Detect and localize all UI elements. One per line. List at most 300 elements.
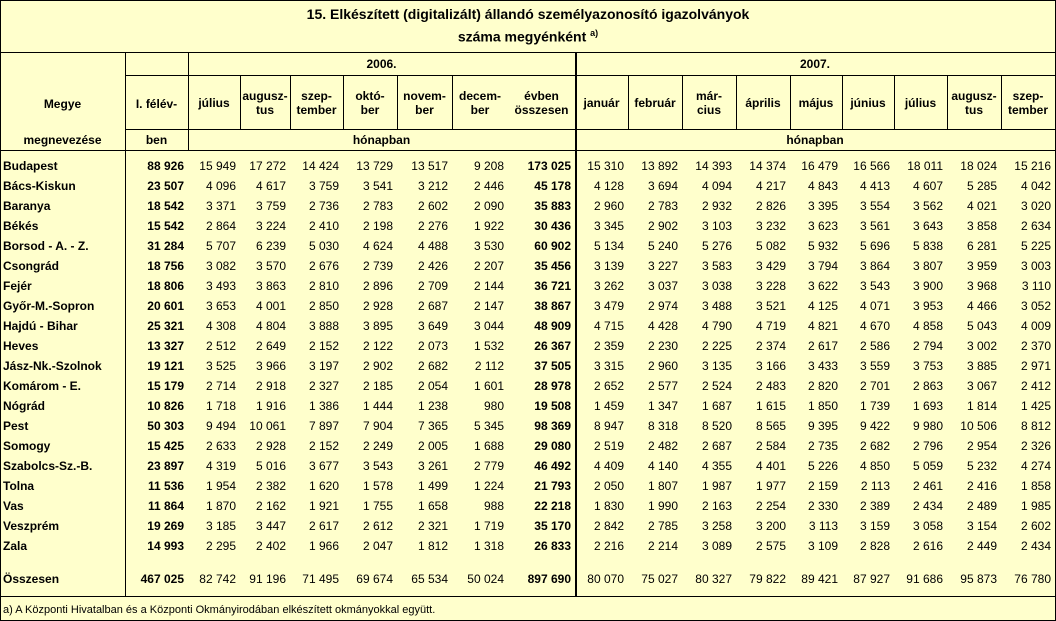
table-row-6-cell: 3 038 bbox=[701, 279, 732, 293]
table-row-8-cell: 4 715 bbox=[593, 319, 624, 333]
table-title-line1: 15. Elkészített (digitalizált) állandó személyazonosító igazolványok bbox=[306, 6, 750, 22]
table-row-0-cell: 18 011 bbox=[907, 159, 943, 173]
table-row-4-cell: 5 696 bbox=[859, 239, 890, 253]
table-row-11-cell: 2 483 bbox=[755, 379, 786, 393]
table-row-total-cell: 95 873 bbox=[960, 572, 997, 586]
table-row-10-cell: 2 902 bbox=[362, 359, 393, 373]
footnote-marker: a) bbox=[590, 28, 599, 38]
table-row-10-cell: 3 525 bbox=[205, 359, 236, 373]
table-row-8-name: Hajdú - Bihar bbox=[3, 319, 78, 333]
table-row-14-cell: 1 688 bbox=[473, 439, 504, 453]
table-row-19-cell: 14 993 bbox=[147, 539, 184, 553]
header-col-2007-0: január bbox=[583, 95, 620, 110]
table-row-11-cell: 2 701 bbox=[859, 379, 890, 393]
table-row-7-cell: 38 867 bbox=[534, 299, 571, 313]
table-row-10-cell: 2 971 bbox=[1020, 359, 1051, 373]
table-row-6-cell: 2 810 bbox=[308, 279, 339, 293]
table-row-18-cell: 1 719 bbox=[473, 519, 504, 533]
table-row-17-cell: 22 218 bbox=[534, 499, 571, 513]
table-row-8-cell: 3 888 bbox=[308, 319, 339, 333]
table-row-1-cell: 4 843 bbox=[807, 179, 838, 193]
table-row-9-cell: 2 122 bbox=[362, 339, 393, 353]
table-row-2-cell: 2 736 bbox=[308, 199, 339, 213]
table-row-18-cell: 3 113 bbox=[808, 519, 838, 533]
table-row-1-cell: 23 507 bbox=[147, 179, 184, 193]
table-row-19-cell: 1 966 bbox=[308, 539, 339, 553]
table-row-14-cell: 2 735 bbox=[807, 439, 838, 453]
table-row-18-cell: 3 058 bbox=[912, 519, 943, 533]
grid-line-h bbox=[0, 596, 1056, 597]
table-row-12-cell: 980 bbox=[483, 399, 504, 413]
table-row-16-cell: 1 499 bbox=[417, 479, 448, 493]
table-row-4-cell: 5 082 bbox=[755, 239, 786, 253]
table-row-15-cell: 46 492 bbox=[534, 459, 571, 473]
table-row-18-cell: 2 602 bbox=[1020, 519, 1051, 533]
table-row-1-name: Bács-Kiskun bbox=[3, 179, 76, 193]
table-row-18-cell: 3 447 bbox=[255, 519, 286, 533]
table-row-7-cell: 2 850 bbox=[308, 299, 339, 313]
table-row-13-cell: 8 565 bbox=[755, 419, 786, 433]
table-row-14-cell: 2 954 bbox=[966, 439, 997, 453]
table-row-19-cell: 2 047 bbox=[362, 539, 393, 553]
table-row-18-cell: 3 159 bbox=[859, 519, 890, 533]
table-row-9-cell: 2 617 bbox=[807, 339, 838, 353]
table-row-11-cell: 15 179 bbox=[147, 379, 184, 393]
header-ifelev: I. félév- bbox=[135, 97, 178, 111]
table-row-11-cell: 2 327 bbox=[308, 379, 339, 393]
table-row-0-cell: 173 025 bbox=[527, 159, 571, 173]
table-row-12-cell: 1 386 bbox=[308, 399, 339, 413]
table-row-4-cell: 4 488 bbox=[417, 239, 448, 253]
table-row-14-cell: 29 080 bbox=[534, 439, 571, 453]
table-row-13-cell: 5 345 bbox=[473, 419, 504, 433]
table-row-total-cell: 467 025 bbox=[140, 572, 184, 586]
table-row-7-cell: 4 466 bbox=[966, 299, 997, 313]
table-row-5-cell: 3 864 bbox=[859, 259, 890, 273]
table-row-18-cell: 2 617 bbox=[308, 519, 339, 533]
table-row-16-cell: 2 416 bbox=[966, 479, 997, 493]
table-row-13-cell: 8 812 bbox=[1020, 419, 1051, 433]
table-row-0-cell: 16 566 bbox=[853, 159, 890, 173]
table-row-8-cell: 4 308 bbox=[205, 319, 236, 333]
table-row-total-cell: 79 822 bbox=[749, 572, 786, 586]
table-row-8-cell: 4 009 bbox=[1020, 319, 1051, 333]
header-col-2007-5: június bbox=[850, 95, 886, 110]
table-row-4-cell: 5 932 bbox=[807, 239, 838, 253]
table-row-0-cell: 13 517 bbox=[411, 159, 448, 173]
table-row-19-name: Zala bbox=[3, 539, 28, 553]
header-col-2007-7: augusz- tus bbox=[951, 88, 997, 117]
table-row-9-cell: 2 586 bbox=[859, 339, 890, 353]
header-col-2006-0: július bbox=[198, 95, 230, 110]
table-row-19-cell: 2 449 bbox=[966, 539, 997, 553]
table-row-14-cell: 2 584 bbox=[755, 439, 786, 453]
header-honapban-2006: hónapban bbox=[352, 133, 411, 147]
table-row-15-cell: 23 897 bbox=[147, 459, 184, 473]
table-row-3-cell: 3 561 bbox=[859, 219, 890, 233]
table-row-11-cell: 2 577 bbox=[647, 379, 678, 393]
table-row-7-name: Győr-M.-Sopron bbox=[3, 299, 95, 313]
header-col-2007-3: április bbox=[745, 95, 781, 110]
table-row-11-cell: 2 820 bbox=[807, 379, 838, 393]
table-row-4-cell: 60 902 bbox=[534, 239, 571, 253]
table-row-13-cell: 50 303 bbox=[147, 419, 184, 433]
table-row-7-cell: 3 488 bbox=[701, 299, 732, 313]
header-year-2007: 2007. bbox=[799, 57, 831, 71]
table-row-total-cell: 71 495 bbox=[302, 572, 339, 586]
table-row-17-cell: 2 489 bbox=[966, 499, 997, 513]
table-row-8-cell: 4 804 bbox=[255, 319, 286, 333]
table-row-2-cell: 3 562 bbox=[912, 199, 943, 213]
table-row-17-cell: 2 389 bbox=[859, 499, 890, 513]
table-row-13-cell: 7 904 bbox=[362, 419, 393, 433]
table-row-12-cell: 1 615 bbox=[755, 399, 786, 413]
table-row-18-cell: 35 170 bbox=[534, 519, 571, 533]
table-row-17-cell: 1 985 bbox=[1020, 499, 1051, 513]
table-row-1-cell: 3 759 bbox=[308, 179, 339, 193]
table-row-5-cell: 3 139 bbox=[593, 259, 624, 273]
table-row-2-cell: 2 783 bbox=[647, 199, 678, 213]
table-row-19-cell: 2 295 bbox=[205, 539, 236, 553]
table-row-17-cell: 1 658 bbox=[417, 499, 448, 513]
table-row-15-cell: 4 850 bbox=[859, 459, 890, 473]
table-row-16-cell: 1 807 bbox=[647, 479, 678, 493]
table-row-7-cell: 2 687 bbox=[417, 299, 448, 313]
table-row-5-cell: 3 003 bbox=[1020, 259, 1051, 273]
table-row-14-cell: 2 152 bbox=[308, 439, 339, 453]
table-row-2-cell: 3 395 bbox=[807, 199, 838, 213]
table-row-12-cell: 1 687 bbox=[701, 399, 732, 413]
table-row-19-cell: 2 616 bbox=[912, 539, 943, 553]
table-row-6-cell: 3 037 bbox=[647, 279, 678, 293]
table-row-total-cell: 76 780 bbox=[1014, 572, 1051, 586]
table-row-total-cell: 75 027 bbox=[641, 572, 678, 586]
table-row-9-cell: 2 225 bbox=[701, 339, 732, 353]
table-row-9-cell: 13 327 bbox=[147, 339, 184, 353]
table-row-17-name: Vas bbox=[3, 499, 24, 513]
table-row-11-cell: 28 978 bbox=[534, 379, 571, 393]
table-row-5-cell: 18 756 bbox=[147, 259, 184, 273]
table-row-10-name: Jász-Nk.-Szolnok bbox=[3, 359, 102, 373]
table-row-total-cell: 91 686 bbox=[906, 572, 943, 586]
table-row-1-cell: 4 217 bbox=[755, 179, 786, 193]
table-row-12-cell: 1 916 bbox=[255, 399, 286, 413]
table-row-10-cell: 3 559 bbox=[859, 359, 890, 373]
table-row-12-cell: 1 347 bbox=[647, 399, 678, 413]
table-row-6-cell: 18 806 bbox=[147, 279, 184, 293]
table-row-0-cell: 14 374 bbox=[749, 159, 786, 173]
table-row-4-cell: 5 276 bbox=[701, 239, 732, 253]
table-row-13-cell: 10 061 bbox=[249, 419, 286, 433]
table-row-7-cell: 4 071 bbox=[859, 299, 890, 313]
table-row-7-cell: 2 147 bbox=[473, 299, 504, 313]
table-row-0-cell: 14 393 bbox=[695, 159, 732, 173]
table-row-0-cell: 9 208 bbox=[473, 159, 504, 173]
table-row-15-cell: 5 016 bbox=[255, 459, 286, 473]
header-col-2007-1: február bbox=[634, 95, 676, 110]
table-row-19-cell: 3 109 bbox=[807, 539, 838, 553]
table-row-17-cell: 1 870 bbox=[205, 499, 236, 513]
table-row-3-cell: 3 345 bbox=[593, 219, 624, 233]
table-row-3-cell: 3 643 bbox=[912, 219, 943, 233]
table-row-6-cell: 3 228 bbox=[755, 279, 786, 293]
table-row-6-cell: 3 543 bbox=[859, 279, 890, 293]
table-row-9-cell: 2 230 bbox=[647, 339, 678, 353]
table-row-18-cell: 2 842 bbox=[593, 519, 624, 533]
table-row-1-cell: 4 094 bbox=[701, 179, 732, 193]
header-ben: ben bbox=[145, 133, 168, 147]
table-row-3-cell: 2 634 bbox=[1020, 219, 1051, 233]
table-row-12-cell: 19 508 bbox=[534, 399, 571, 413]
table-row-8-cell: 3 649 bbox=[417, 319, 448, 333]
table-row-4-name: Borsod - A. - Z. bbox=[3, 239, 89, 253]
table-row-6-cell: 2 144 bbox=[473, 279, 504, 293]
table-row-15-cell: 4 409 bbox=[593, 459, 624, 473]
table-row-9-cell: 1 532 bbox=[473, 339, 504, 353]
table-row-16-cell: 2 159 bbox=[807, 479, 838, 493]
table-row-2-cell: 3 554 bbox=[859, 199, 890, 213]
table-row-11-cell: 2 412 bbox=[1020, 379, 1051, 393]
table-row-4-cell: 6 281 bbox=[966, 239, 997, 253]
header-megye: Megye bbox=[43, 97, 82, 111]
table-row-total-cell: 69 674 bbox=[356, 572, 393, 586]
table-row-9-cell: 2 374 bbox=[755, 339, 786, 353]
table-row-19-cell: 2 214 bbox=[647, 539, 678, 553]
header-col-2006-4: novem- ber bbox=[403, 88, 446, 117]
table-row-8-cell: 25 321 bbox=[147, 319, 184, 333]
table-row-3-cell: 2 276 bbox=[417, 219, 448, 233]
table-row-total-cell: 80 327 bbox=[695, 572, 732, 586]
table-row-4-cell: 5 030 bbox=[308, 239, 339, 253]
table-row-5-cell: 3 794 bbox=[807, 259, 838, 273]
table-row-16-cell: 2 461 bbox=[912, 479, 943, 493]
header-megnevezese: megnevezése bbox=[23, 133, 102, 147]
table-row-total-cell: 91 196 bbox=[249, 572, 286, 586]
table-row-15-cell: 4 355 bbox=[701, 459, 732, 473]
table-row-9-cell: 2 512 bbox=[205, 339, 236, 353]
footnote: a) A Központi Hivatalban és a Központi Okmányirodában elkészített okmányokkal együtt. bbox=[3, 604, 436, 616]
table-row-5-cell: 3 429 bbox=[755, 259, 786, 273]
table-row-14-cell: 2 326 bbox=[1020, 439, 1051, 453]
table-row-3-cell: 3 858 bbox=[966, 219, 997, 233]
table-row-5-cell: 2 426 bbox=[417, 259, 448, 273]
table-row-5-cell: 35 456 bbox=[534, 259, 571, 273]
table-row-16-cell: 1 987 bbox=[701, 479, 732, 493]
table-row-12-cell: 1 814 bbox=[966, 399, 997, 413]
table-row-13-cell: 8 318 bbox=[647, 419, 678, 433]
grid-line-h bbox=[0, 150, 1056, 151]
table-row-16-name: Tolna bbox=[3, 479, 35, 493]
table-row-16-cell: 2 113 bbox=[860, 479, 890, 493]
table-row-14-cell: 2 249 bbox=[362, 439, 393, 453]
table-row-9-cell: 2 073 bbox=[417, 339, 448, 353]
table-row-17-cell: 2 330 bbox=[807, 499, 838, 513]
table-row-6-cell: 3 262 bbox=[593, 279, 624, 293]
table-row-11-cell: 3 067 bbox=[966, 379, 997, 393]
table-row-7-cell: 4 125 bbox=[807, 299, 838, 313]
table-row-8-cell: 4 428 bbox=[647, 319, 678, 333]
table-row-19-cell: 26 833 bbox=[534, 539, 571, 553]
table-row-2-cell: 4 021 bbox=[966, 199, 997, 213]
table-row-12-cell: 1 459 bbox=[593, 399, 624, 413]
table-row-15-cell: 5 059 bbox=[912, 459, 943, 473]
table-row-19-cell: 1 812 bbox=[417, 539, 448, 553]
table-row-3-cell: 2 902 bbox=[647, 219, 678, 233]
table-row-total-cell: 82 742 bbox=[199, 572, 236, 586]
table-row-5-cell: 2 207 bbox=[473, 259, 504, 273]
table-row-16-cell: 1 620 bbox=[308, 479, 339, 493]
table-row-2-cell: 35 883 bbox=[534, 199, 571, 213]
table-row-4-cell: 5 707 bbox=[205, 239, 236, 253]
table-row-13-cell: 9 494 bbox=[205, 419, 236, 433]
table-row-1-cell: 45 178 bbox=[534, 179, 571, 193]
table-row-5-cell: 3 227 bbox=[647, 259, 678, 273]
table-row-13-cell: 10 506 bbox=[960, 419, 997, 433]
table-row-5-cell: 3 959 bbox=[966, 259, 997, 273]
table-row-15-cell: 4 319 bbox=[205, 459, 236, 473]
table-row-5-cell: 3 082 bbox=[205, 259, 236, 273]
table-row-4-cell: 5 134 bbox=[593, 239, 624, 253]
table-row-16-cell: 1 858 bbox=[1020, 479, 1051, 493]
table-row-17-cell: 11 864 bbox=[147, 499, 184, 513]
grid-line-v bbox=[188, 52, 189, 75]
table-row-3-cell: 2 410 bbox=[308, 219, 339, 233]
table-row-6-cell: 36 721 bbox=[534, 279, 571, 293]
table-row-4-cell: 5 240 bbox=[647, 239, 678, 253]
table-row-18-cell: 3 185 bbox=[205, 519, 236, 533]
table-row-16-cell: 1 954 bbox=[205, 479, 236, 493]
table-row-1-cell: 2 446 bbox=[473, 179, 504, 193]
table-row-18-cell: 3 258 bbox=[701, 519, 732, 533]
table-row-6-cell: 3 493 bbox=[205, 279, 236, 293]
header-honapban-2007: hónapban bbox=[786, 133, 844, 147]
table-row-14-cell: 2 633 bbox=[205, 439, 236, 453]
table-row-9-cell: 2 359 bbox=[593, 339, 624, 353]
table-row-4-cell: 3 530 bbox=[473, 239, 504, 253]
table-row-15-cell: 4 401 bbox=[755, 459, 786, 473]
table-row-0-name: Budapest bbox=[3, 159, 58, 173]
table-row-9-cell: 2 370 bbox=[1020, 339, 1051, 353]
table-row-8-cell: 48 909 bbox=[534, 319, 571, 333]
table-row-10-cell: 19 121 bbox=[147, 359, 184, 373]
table-row-12-cell: 1 238 bbox=[417, 399, 448, 413]
table-row-14-cell: 2 687 bbox=[701, 439, 732, 453]
table-row-1-cell: 4 413 bbox=[859, 179, 890, 193]
table-row-18-cell: 3 200 bbox=[755, 519, 786, 533]
table-row-8-cell: 3 895 bbox=[362, 319, 393, 333]
grid-line-v bbox=[188, 129, 189, 150]
table-row-10-cell: 3 197 bbox=[308, 359, 339, 373]
table-row-6-cell: 2 709 bbox=[417, 279, 448, 293]
table-row-3-cell: 3 623 bbox=[807, 219, 838, 233]
table-row-total-cell: 65 534 bbox=[411, 572, 448, 586]
table-row-17-cell: 1 830 bbox=[593, 499, 624, 513]
table-row-0-cell: 13 729 bbox=[356, 159, 393, 173]
table-row-17-cell: 1 990 bbox=[647, 499, 678, 513]
table-row-16-cell: 1 578 bbox=[362, 479, 393, 493]
table-row-9-name: Heves bbox=[3, 339, 39, 353]
table-row-4-cell: 4 624 bbox=[362, 239, 393, 253]
table-row-19-cell: 3 089 bbox=[701, 539, 732, 553]
table-row-11-cell: 2 714 bbox=[205, 379, 236, 393]
table-row-2-cell: 2 932 bbox=[701, 199, 732, 213]
table-row-15-cell: 4 140 bbox=[647, 459, 678, 473]
table-row-1-cell: 4 096 bbox=[205, 179, 236, 193]
table-row-11-name: Komárom - E. bbox=[3, 379, 82, 393]
table-row-total-cell: 80 070 bbox=[587, 572, 624, 586]
table-row-3-cell: 2 198 bbox=[362, 219, 393, 233]
table-row-3-name: Békés bbox=[3, 219, 39, 233]
table-row-12-cell: 1 444 bbox=[362, 399, 393, 413]
table-row-18-cell: 2 785 bbox=[647, 519, 678, 533]
table-row-19-cell: 1 318 bbox=[473, 539, 504, 553]
table-row-2-cell: 3 759 bbox=[255, 199, 286, 213]
table-row-16-cell: 11 536 bbox=[147, 479, 184, 493]
table-row-2-cell: 2 826 bbox=[755, 199, 786, 213]
table-row-13-cell: 9 395 bbox=[807, 419, 838, 433]
table-row-6-cell: 3 110 bbox=[1021, 279, 1051, 293]
table-row-17-cell: 988 bbox=[483, 499, 504, 513]
table-row-5-cell: 2 676 bbox=[308, 259, 339, 273]
table-row-8-cell: 4 821 bbox=[807, 319, 838, 333]
table-row-0-cell: 15 310 bbox=[587, 159, 624, 173]
table-row-8-cell: 4 858 bbox=[912, 319, 943, 333]
table-row-12-name: Nógrád bbox=[3, 399, 45, 413]
table-row-19-cell: 2 434 bbox=[1020, 539, 1051, 553]
table-row-13-name: Pest bbox=[3, 419, 29, 433]
header-col-2006-3: októ- ber bbox=[355, 88, 385, 117]
table-row-7-cell: 3 521 bbox=[755, 299, 786, 313]
table-row-14-cell: 2 796 bbox=[912, 439, 943, 453]
table-row-14-cell: 2 005 bbox=[417, 439, 448, 453]
table-row-total-cell: 89 421 bbox=[801, 572, 838, 586]
table-row-7-cell: 3 052 bbox=[1020, 299, 1051, 313]
table-row-0-cell: 15 216 bbox=[1014, 159, 1051, 173]
table-row-3-cell: 30 436 bbox=[534, 219, 571, 233]
header-year-2006: 2006. bbox=[366, 57, 397, 71]
table-row-7-cell: 4 001 bbox=[255, 299, 286, 313]
table-row-13-cell: 7 897 bbox=[308, 419, 339, 433]
table-row-3-cell: 3 103 bbox=[701, 219, 732, 233]
table-title-line2 bbox=[0, 28, 1056, 45]
table-row-19-cell: 2 575 bbox=[755, 539, 786, 553]
table-row-1-cell: 4 607 bbox=[912, 179, 943, 193]
table-row-8-cell: 3 044 bbox=[473, 319, 504, 333]
table-row-1-cell: 4 128 bbox=[593, 179, 624, 193]
table-row-2-cell: 3 371 bbox=[205, 199, 236, 213]
table-row-6-name: Fejér bbox=[3, 279, 32, 293]
table-row-15-cell: 3 261 bbox=[417, 459, 448, 473]
table-row-17-cell: 2 434 bbox=[912, 499, 943, 513]
table-row-10-cell: 3 135 bbox=[701, 359, 732, 373]
table-row-1-cell: 4 042 bbox=[1020, 179, 1051, 193]
table-row-4-cell: 6 239 bbox=[255, 239, 286, 253]
table-row-12-cell: 1 850 bbox=[807, 399, 838, 413]
table-row-0-cell: 18 024 bbox=[960, 159, 997, 173]
table-row-16-cell: 2 382 bbox=[255, 479, 286, 493]
table-row-14-cell: 2 682 bbox=[859, 439, 890, 453]
table-row-2-cell: 2 602 bbox=[417, 199, 448, 213]
table-row-0-cell: 14 424 bbox=[302, 159, 339, 173]
table-row-7-cell: 3 953 bbox=[912, 299, 943, 313]
table-row-6-cell: 3 900 bbox=[912, 279, 943, 293]
table-row-15-cell: 3 543 bbox=[362, 459, 393, 473]
table-row-10-cell: 3 315 bbox=[593, 359, 624, 373]
table-row-5-cell: 2 739 bbox=[362, 259, 393, 273]
table-row-0-cell: 15 949 bbox=[199, 159, 236, 173]
table-row-15-cell: 3 677 bbox=[308, 459, 339, 473]
table-row-14-cell: 15 425 bbox=[147, 439, 184, 453]
